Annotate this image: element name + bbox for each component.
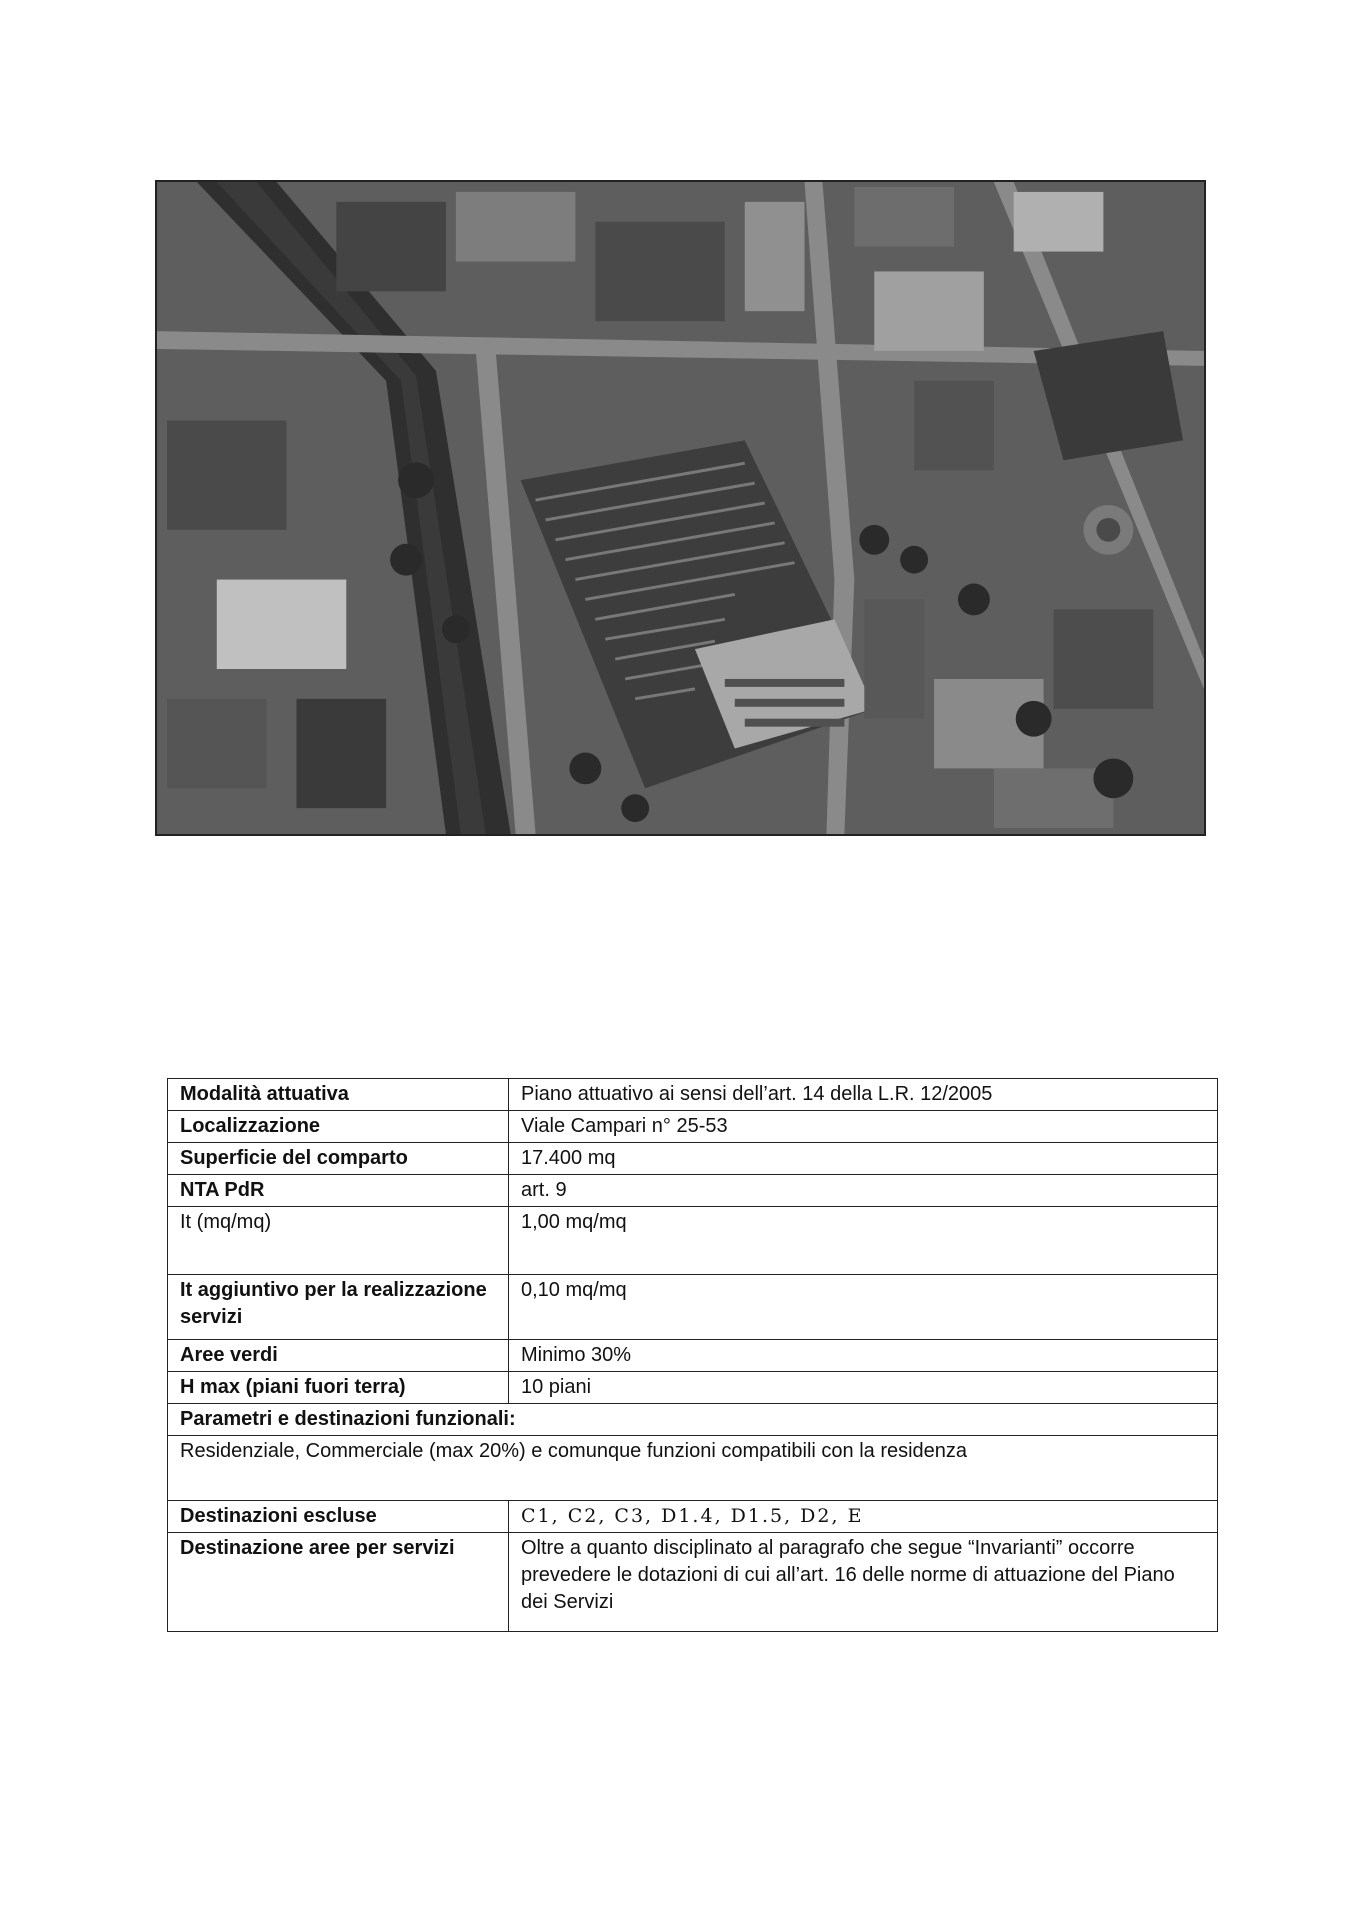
table-row <box>168 1175 1218 1207</box>
row-value: 1,00 mq/mq <box>509 1207 1218 1275</box>
row-label: It aggiuntivo per la realizzazione servizi <box>168 1275 509 1340</box>
row-label: NTA PdR <box>168 1175 509 1207</box>
row-label: It (mq/mq) <box>168 1207 509 1275</box>
aerial-photo-icon <box>157 182 1204 834</box>
row-value: Piano attuativo ai sensi dell’art. 14 della L.R. 12/2005 <box>509 1079 1218 1111</box>
row-value: 17.400 mq <box>509 1143 1218 1175</box>
row-label: Localizzazione <box>168 1111 509 1143</box>
table-row <box>168 1533 1218 1632</box>
table-row <box>168 1436 1218 1501</box>
row-value: C1, C2, C3, D1.4, D1.5, D2, E <box>509 1501 1218 1533</box>
row-label: Destinazioni escluse <box>168 1501 509 1533</box>
row-value: Viale Campari n° 25-53 <box>509 1111 1218 1143</box>
table-row <box>168 1501 1218 1533</box>
table-row <box>168 1340 1218 1372</box>
data-table <box>167 1078 1218 1632</box>
row-value: 0,10 mq/mq <box>509 1275 1218 1340</box>
aerial-photo <box>155 180 1206 836</box>
row-value: art. 9 <box>509 1175 1218 1207</box>
section-header: Parametri e destinazioni funzionali: <box>168 1404 1218 1436</box>
row-label: Aree verdi <box>168 1340 509 1372</box>
section-text: Residenziale, Commerciale (max 20%) e comunque funzioni compatibili con la residenza <box>168 1436 1218 1501</box>
row-label: H max (piani fuori terra) <box>168 1372 509 1404</box>
row-label: Superficie del comparto <box>168 1143 509 1175</box>
row-label: Destinazione aree per servizi <box>168 1533 509 1632</box>
table-row <box>168 1079 1218 1111</box>
row-value: Minimo 30% <box>509 1340 1218 1372</box>
row-value: Oltre a quanto disciplinato al paragrafo che segue “Invarianti” occorre prevedere le dotazioni di cui all’art. 16 delle norme di attuazione del Piano dei Servizi <box>509 1533 1218 1632</box>
table-row <box>168 1111 1218 1143</box>
table-row <box>168 1207 1218 1275</box>
table-row <box>168 1275 1218 1340</box>
row-value: 10 piani <box>509 1372 1218 1404</box>
table-row <box>168 1143 1218 1175</box>
row-label: Modalità attuativa <box>168 1079 509 1111</box>
table-row <box>168 1372 1218 1404</box>
table-row <box>168 1404 1218 1436</box>
